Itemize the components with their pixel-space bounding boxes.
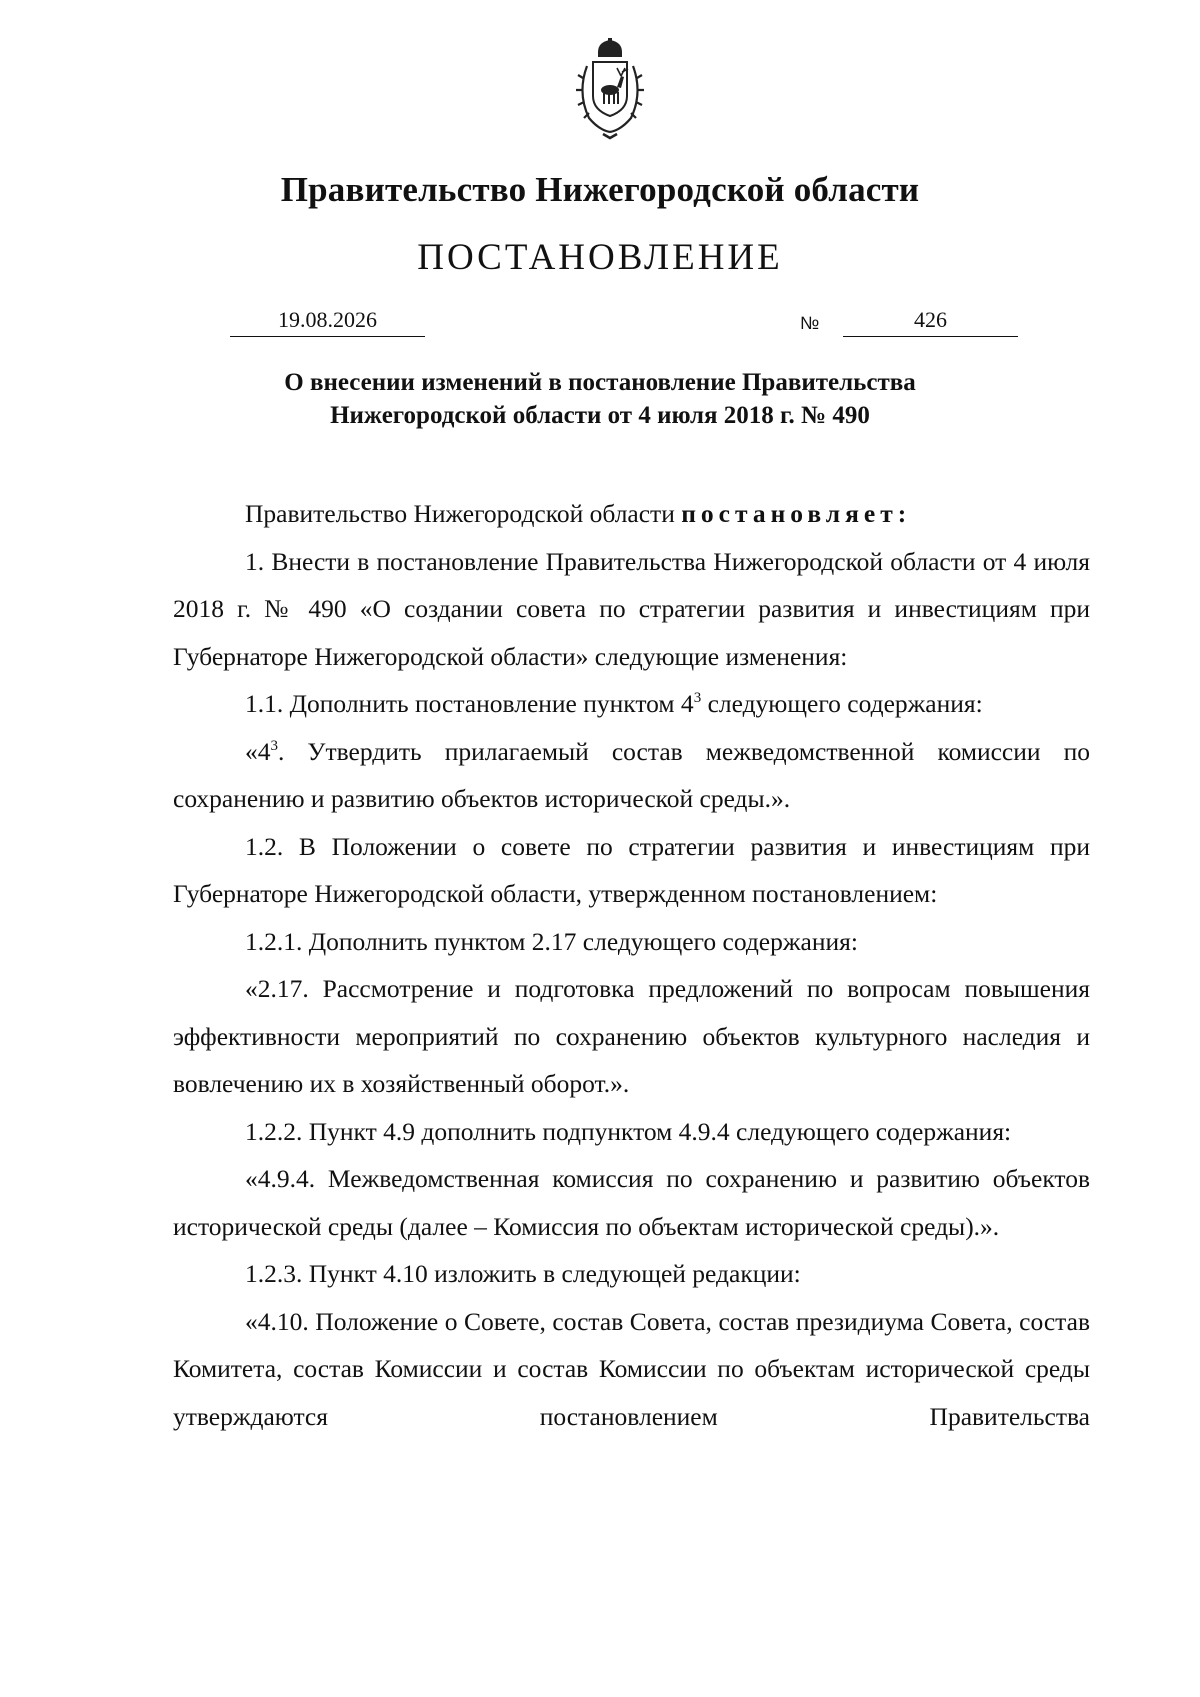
- paragraph-1-2-1: 1.2.1. Дополнить пунктом 2.17 следующего содержания:: [245, 926, 858, 956]
- superscript: 3: [270, 737, 278, 754]
- preamble-text: Правительство Нижегородской области: [245, 499, 675, 528]
- document-subject: [0, 366, 1200, 432]
- org-title: Правительство Нижегородской области: [280, 170, 920, 209]
- paragraph-4-9-4: «4.9.4. Межведомственная комиссия по сохранению и развитию объектов исторической среды (далее – Комиссия по объектам исторической среды).».: [173, 1164, 1090, 1241]
- paragraph-2-17: «2.17. Рассмотрение и подготовка предложений по вопросам повышения эффективности мероприятий по сохранению объектов культурного наследия и вовлечению их в хозяйственный оборот.».: [173, 974, 1090, 1098]
- paragraph-1-2: 1.2. В Положении о совете по стратегии развития и инвестициям при Губернаторе Нижегородской области, утвержденном постановлением:: [173, 831, 1090, 908]
- paragraph-4-3: [173, 728, 1090, 823]
- paragraph-4-3-lead: «4: [245, 736, 271, 766]
- paragraph-1-2-3: 1.2.3. Пункт 4.10 изложить в следующей редакции:: [245, 1259, 801, 1288]
- preamble-paragraph: [173, 490, 1090, 538]
- doc-type-heading: ПОСТАНОВЛЕНИЕ: [417, 237, 783, 278]
- crown-icon: [598, 38, 622, 57]
- paragraph-4-10: «4.10. Положение о Совете, состав Совета, состав президиума Совета, состав Комитета, состав Комиссии и состав Комиссии по объектам исторической среды утверждаются постановлением Правительства: [173, 1306, 1090, 1431]
- document-date: 19.08.2026: [230, 306, 425, 337]
- document-number: 426: [843, 306, 1018, 337]
- superscript: 3: [693, 690, 702, 706]
- paragraph-1-1-text: 1.1. Дополнить постановление пунктом 4: [245, 689, 694, 718]
- paragraph-1-1-tail: следующего содержания:: [701, 689, 983, 718]
- document-body: [173, 490, 1090, 1440]
- nizhny-novgorod-coat-of-arms-icon: [565, 38, 655, 142]
- number-sign: №: [800, 313, 820, 333]
- paragraph-1-2-2: 1.2.2. Пункт 4.9 дополнить подпунктом 4.9.4 следующего содержания:: [245, 1116, 1012, 1146]
- subject-line-2: Нижегородской области от 4 июля 2018 г. № 490: [330, 402, 870, 429]
- paragraph-1-1: [173, 680, 1090, 728]
- preamble-action: постановляет:: [681, 499, 912, 528]
- paragraph-4-3-text: . Утвердить прилагаемый состав межведомственной комиссии по сохранению и развитию объектов исторической среды.».: [173, 736, 1090, 813]
- subject-line-1: О внесении изменений в постановление Правительства: [284, 369, 916, 396]
- paragraph-1: 1. Внести в постановление Правительства Нижегородской области от 4 июля 2018 г. № 490 «О создании совета по стратегии развития и инвестициям при Губернаторе Нижегородской области» следующие изменения:: [173, 546, 1090, 671]
